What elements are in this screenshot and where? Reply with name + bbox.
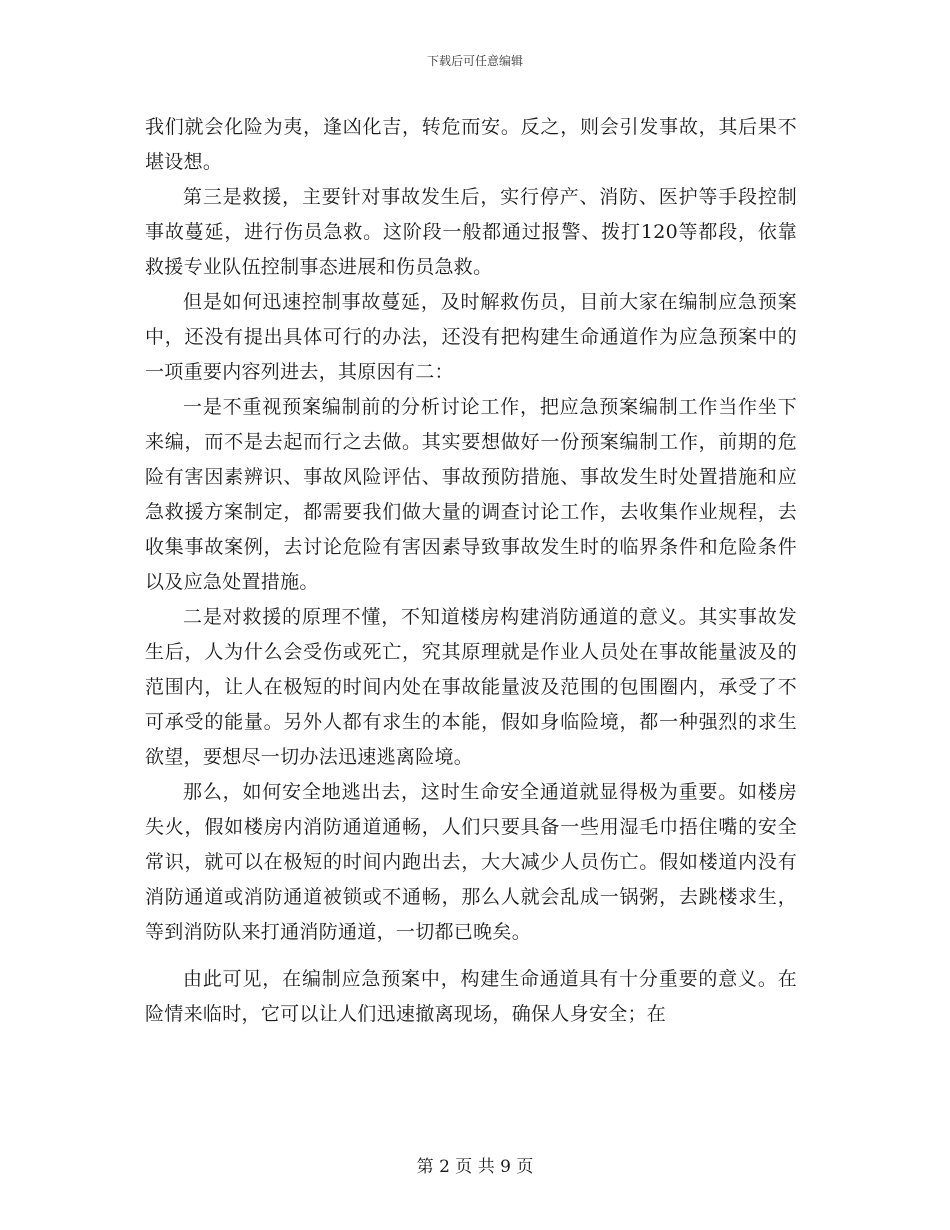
paragraph-continuation: 我们就会化险为夷，逢凶化吉，转危而安。反之，则会引发事故，其后果不堪设想。 <box>145 116 797 173</box>
paragraph-reason-two: 二是对救援的原理不懂，不知道楼房构建消防通道的意义。其实事故发生后，人为什么会受伤或死亡，究其原理就是作业人员处在事故能量波及的范围内，让人在极短的时间内处在事故能量波及范围的包围圈内，承受了不可承受的能量。另外人都有求生的本能，假如身临险境，都一种强烈的求生欲望，要想尽一切办法迅速逃离险境。 <box>145 606 797 768</box>
paragraph-reason-one: 一是不重视预案编制前的分析讨论工作，把应急预案编制工作当作坐下来编，而不是去起而行之去做。其实要想做好一份预案编制工作，前期的危险有害因素辨识、事故风险评估、事故预防措施、事故发生时处置措施和应急救援方案制定，都需要我们做大量的调查讨论工作，去收集作业规程，去收集事故案例，去讨论危险有害因素导致事故发生时的临界条件和危险条件以及应急处置措施。 <box>145 396 797 593</box>
page-header: 下载后可任意编辑 <box>426 54 523 68</box>
paragraph-conclusion: 由此可见，在编制应急预案中，构建生命通道具有十分重要的意义。在险情来临时，它可以让人们迅速撤离现场，确保人身安全；在 <box>145 968 797 1025</box>
paragraph-escape: 那么，如何安全地逃出去，这时生命安全通道就显得极为重要。如楼房失火，假如楼房内消防通道通畅，人们只要具备一些用湿毛巾捂住嘴的安全常识，就可以在极短的时间内跑出去，大大减少人员伤亡。假如楼道内没有消防通道或消防通道被锁或不通畅，那么人就会乱成一锅粥，去跳楼求生，等到消防队来打通消防通道，一切都已晚矣。 <box>145 781 797 943</box>
page-footer: 第 2 页 共 9 页 <box>416 1157 534 1177</box>
paragraph-problem: 但是如何迅速控制事故蔓延，及时解救伤员，目前大家在编制应急预案中，还没有提出具体可行的办法，还没有把构建生命通道作为应急预案中的一项重要内容列进去，其原因有二： <box>145 291 797 383</box>
document-body <box>145 110 797 1032</box>
paragraph-rescue: 第三是救援，主要针对事故发生后，实行停产、消防、医护等手段控制事故蔓延，进行伤员急救。这阶段一般都通过报警、拨打120等都段，依靠救援专业队伍控制事态进展和伤员急救。 <box>145 186 797 278</box>
